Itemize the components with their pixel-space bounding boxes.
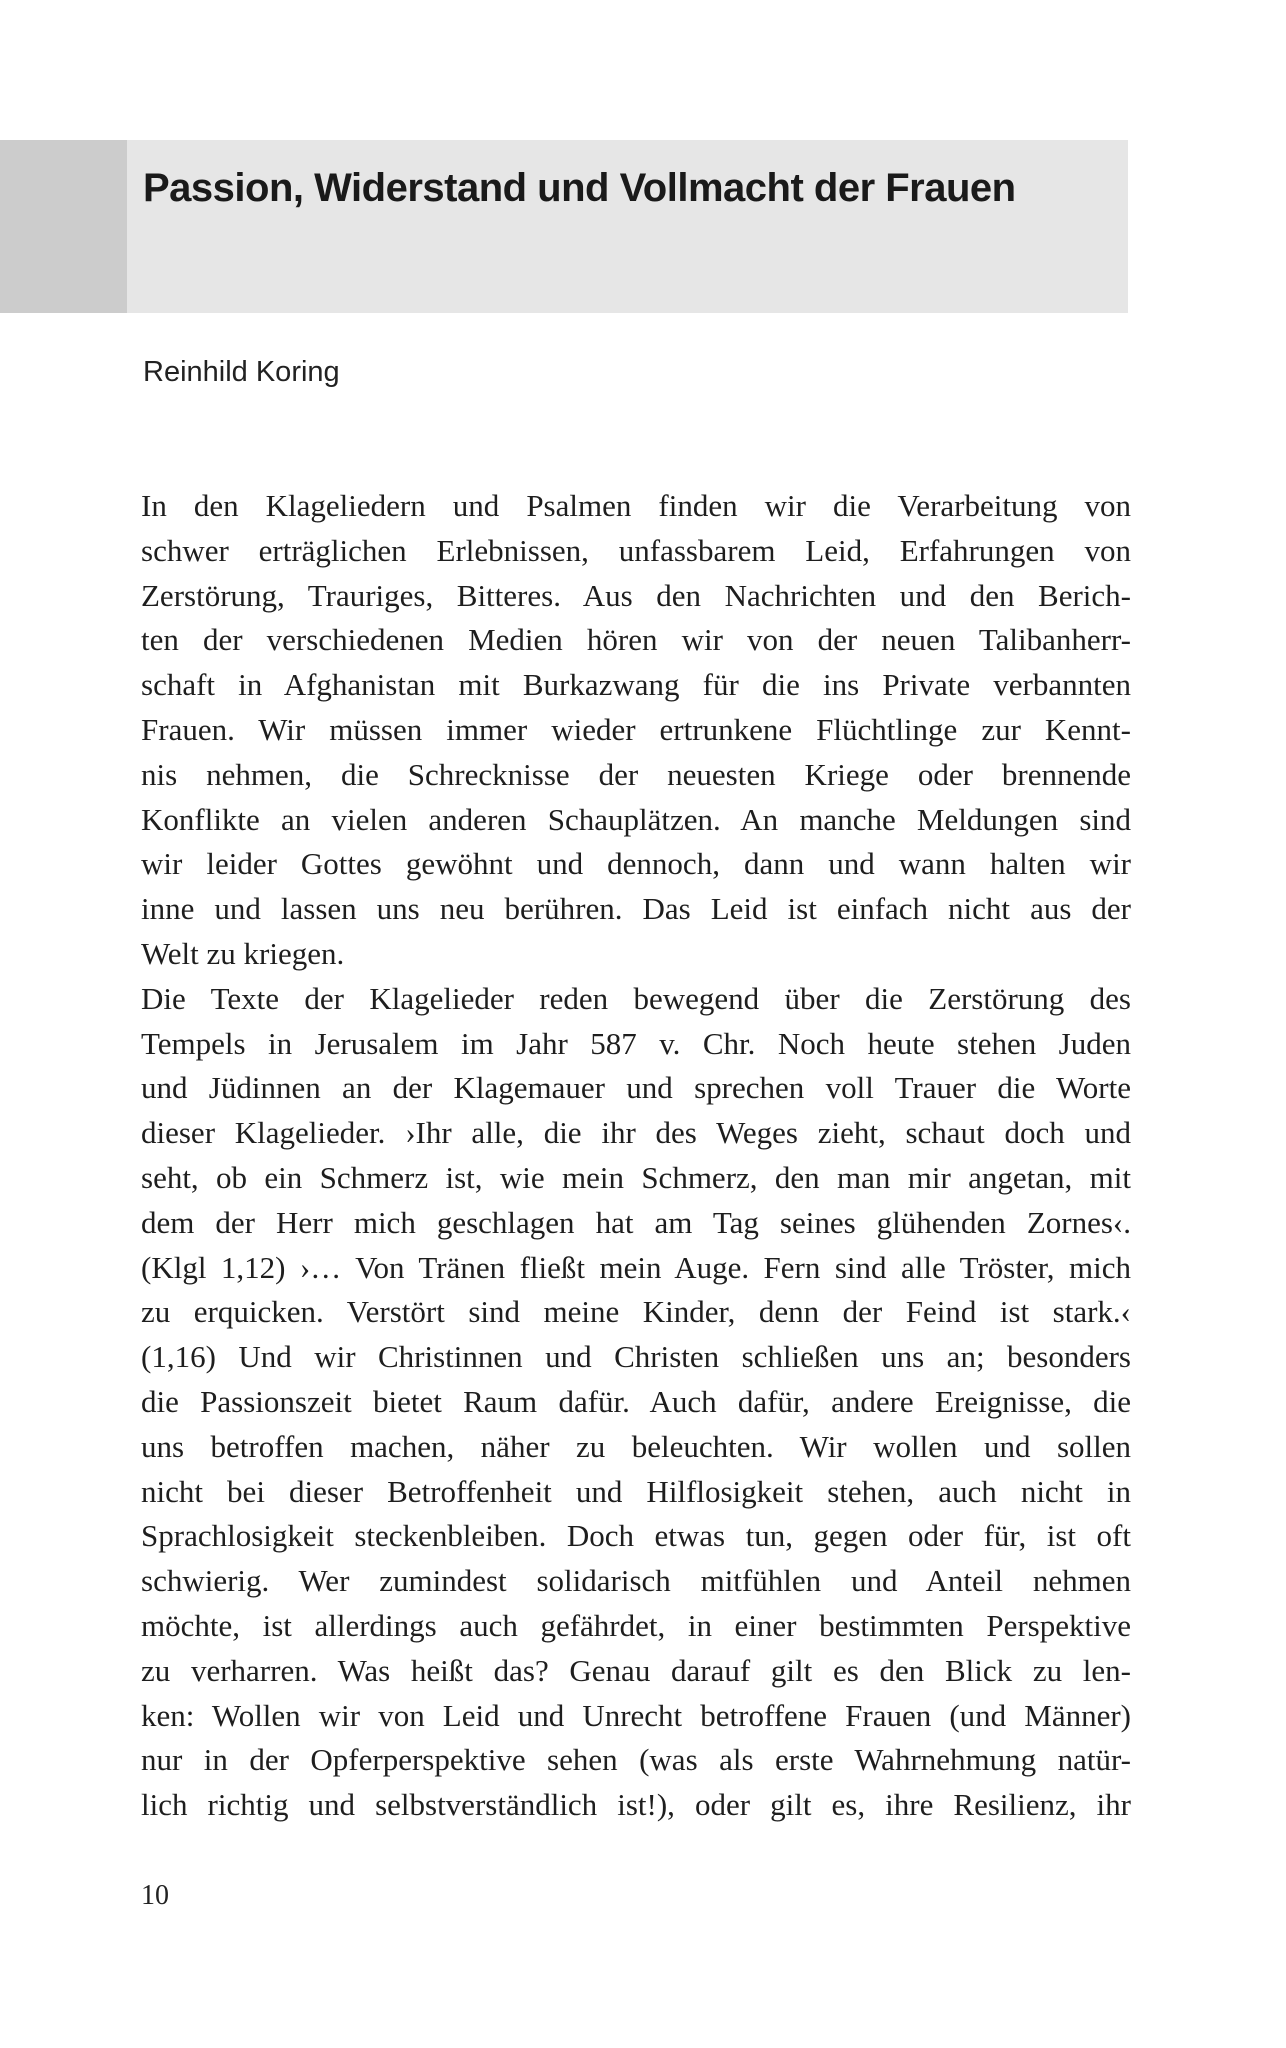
text-line: Frauen. Wir müssen immer wieder ertrunkene Flüchtlinge zur Kennt-: [141, 711, 1131, 747]
text-line: Die Texte der Klagelieder reden bewegend über die Zerstörung des: [141, 980, 1131, 1016]
text-line: die Passionszeit bietet Raum dafür. Auch dafür, andere Ereignisse, die: [141, 1383, 1131, 1419]
text-line: dem der Herr mich geschlagen hat am Tag seines glühenden Zornes‹.: [141, 1204, 1131, 1240]
page-number: 10: [141, 1880, 169, 1911]
text-line: schaft in Afghanistan mit Burkazwang für die ins Private verbannten: [141, 667, 1131, 703]
text-line: zu verharren. Was heißt das? Genau darauf gilt es den Blick zu len-: [141, 1652, 1131, 1688]
text-line: zu erquicken. Verstört sind meine Kinder, denn der Feind ist stark.‹: [141, 1294, 1131, 1330]
text-line: schwer erträglichen Erlebnissen, unfassbarem Leid, Erfahrungen von: [141, 532, 1131, 568]
text-line: In den Klageliedern und Psalmen finden wir die Verarbeitung von: [141, 488, 1131, 523]
text-line: Zerstörung, Trauriges, Bitteres. Aus den Nachrichten und den Berich-: [141, 577, 1131, 613]
text-line: nur in der Opferperspektive sehen (was als erste Wahrnehmung natür-: [141, 1742, 1131, 1778]
title-accent-tab: [0, 140, 127, 313]
text-line: und Jüdinnen an der Klagemauer und sprechen voll Trauer die Worte: [141, 1070, 1131, 1106]
text-line: nis nehmen, die Schrecknisse der neuesten Kriege oder brennende: [141, 756, 1131, 792]
text-line: dieser Klagelieder. ›Ihr alle, die ihr des Weges zieht, schaut doch und: [141, 1115, 1131, 1151]
text-line: Tempels in Jerusalem im Jahr 587 v. Chr. Noch heute stehen Juden: [141, 1025, 1131, 1061]
text-line: Welt zu kriegen.: [141, 935, 345, 971]
text-line: Sprachlosigkeit steckenbleiben. Doch etwas tun, gegen oder für, ist oft: [141, 1518, 1131, 1554]
text-line: seht, ob ein Schmerz ist, wie mein Schmerz, den man mir angetan, mit: [141, 1159, 1131, 1195]
text-line: uns betroffen machen, näher zu beleuchten. Wir wollen und sollen: [141, 1428, 1131, 1464]
body-text: [141, 484, 1131, 1828]
author-name: Reinhild Koring: [143, 356, 340, 388]
text-line: schwierig. Wer zumindest solidarisch mitfühlen und Anteil nehmen: [141, 1563, 1131, 1599]
chapter-title: Passion, Widerstand und Vollmacht der Frauen: [143, 166, 1016, 210]
text-line: inne und lassen uns neu berühren. Das Leid ist einfach nicht aus der: [141, 891, 1131, 927]
text-line: lich richtig und selbstverständlich ist!), oder gilt es, ihre Resilienz, ihr: [141, 1787, 1131, 1823]
text-line: (Klgl 1,12) ›… Von Tränen fließt mein Auge. Fern sind alle Tröster, mich: [141, 1249, 1131, 1285]
text-line: ken: Wollen wir von Leid und Unrecht betroffene Frauen (und Männer): [141, 1697, 1131, 1733]
text-line: (1,16) Und wir Christinnen und Christen schließen uns an; besonders: [141, 1339, 1131, 1375]
text-line: ten der verschiedenen Medien hören wir von der neuen Talibanherr-: [141, 622, 1131, 658]
text-line: nicht bei dieser Betroffenheit und Hilflosigkeit stehen, auch nicht in: [141, 1473, 1131, 1509]
text-line: wir leider Gottes gewöhnt und dennoch, dann und wann halten wir: [141, 846, 1131, 882]
text-line: möchte, ist allerdings auch gefährdet, in einer bestimmten Perspektive: [141, 1607, 1131, 1643]
text-line: Konflikte an vielen anderen Schauplätzen. An manche Meldungen sind: [141, 801, 1131, 837]
